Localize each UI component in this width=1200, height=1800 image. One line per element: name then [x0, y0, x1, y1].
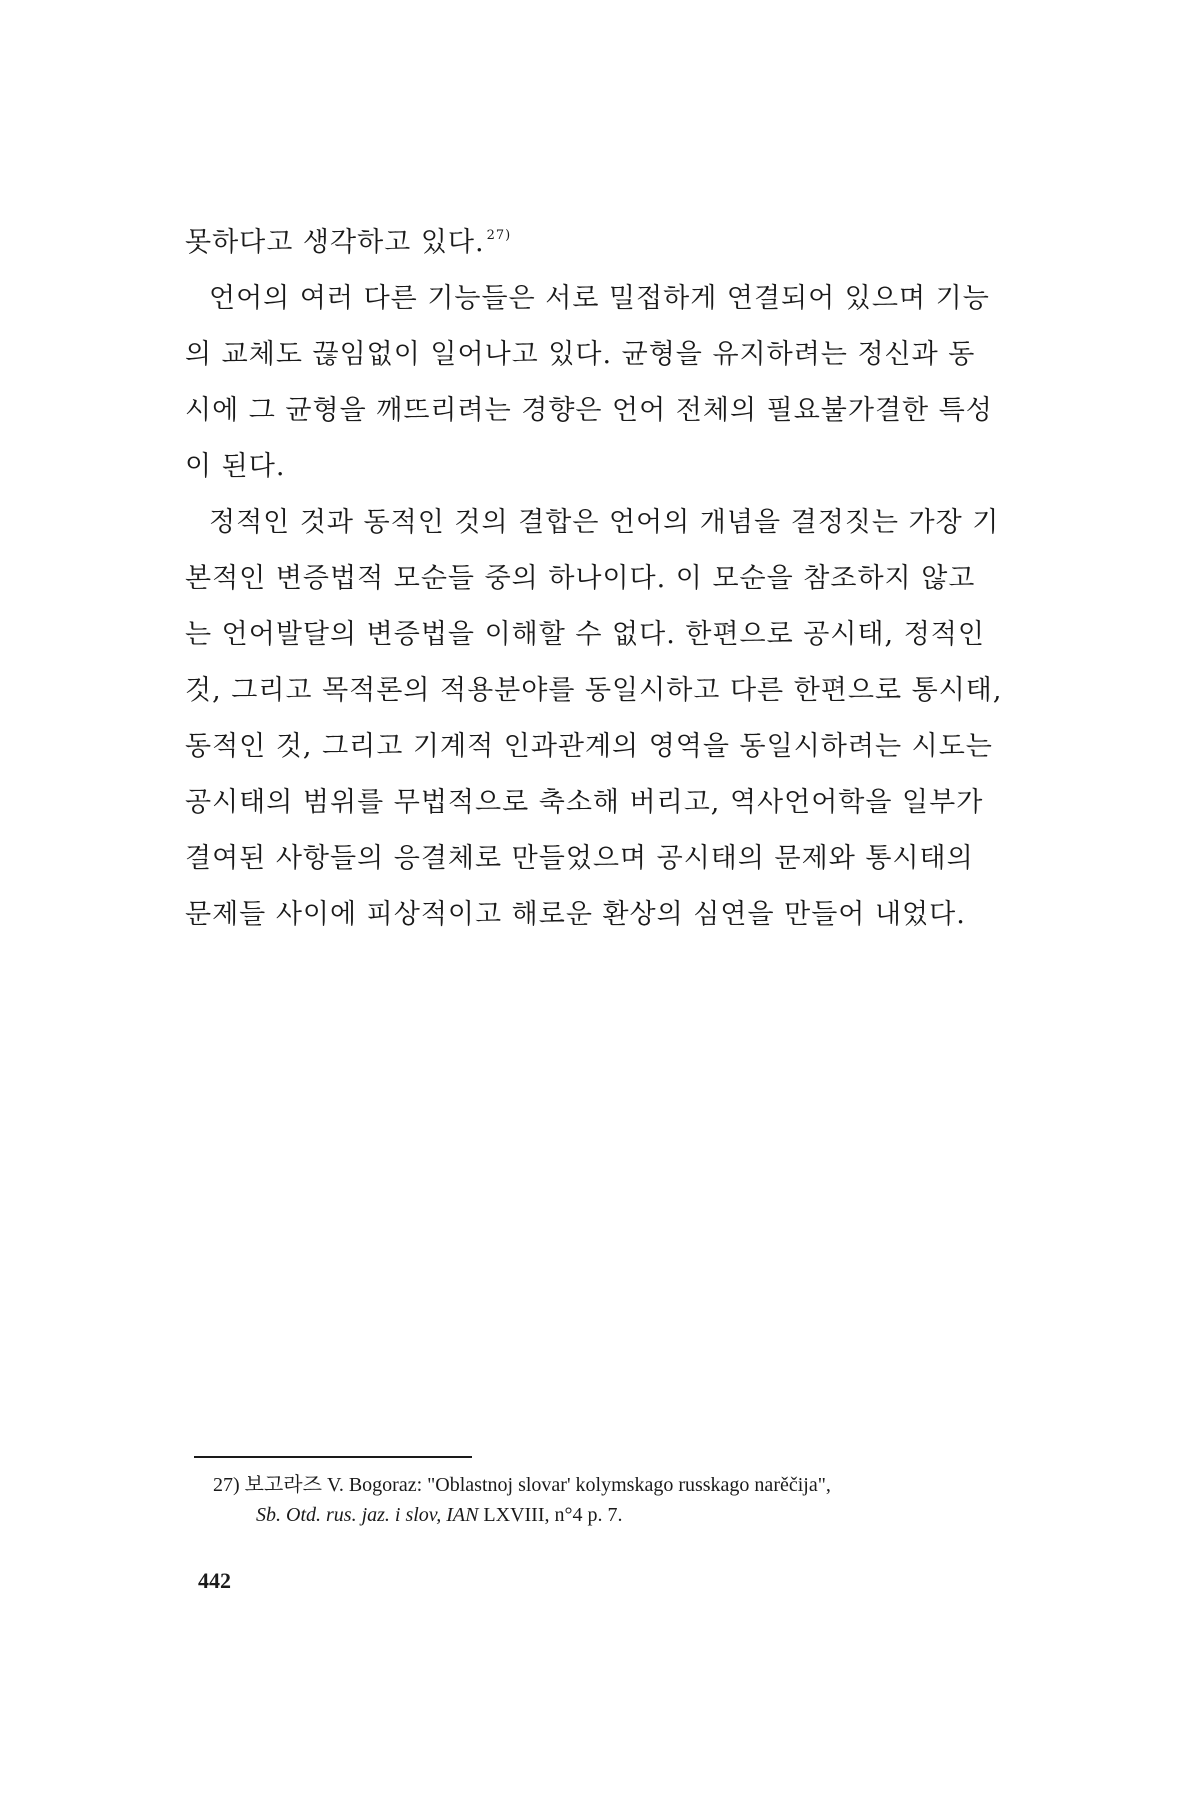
body-text: [185, 208, 1020, 943]
paragraph-line: 본적인 변증법적 모순들 중의 하나이다. 이 모순을 참조하지 않고: [185, 563, 976, 594]
footnote-source: Sb. Otd. rus. jaz. i slov, IAN: [256, 1504, 479, 1526]
paragraph-line: 시에 그 균형을 깨뜨리려는 경향은 언어 전체의 필요불가결한 특성: [185, 395, 993, 426]
footnote-author: V. Bogoraz:: [326, 1474, 423, 1496]
paragraph-line: 문제들 사이에 피상적이고 해로운 환상의 심연을 만들어 내었다.: [185, 899, 966, 930]
paragraph-line: 이 된다.: [185, 451, 286, 482]
footnote-author-korean: 보고라즈: [244, 1474, 322, 1496]
paragraph-line: 것, 그리고 목적론의 적용분야를 동일시하고 다른 한편으로 통시태,: [185, 675, 1003, 706]
paragraph-line: 정적인 것과 동적인 것의 결합은 언어의 개념을 결정짓는 가장 기: [209, 507, 1000, 538]
footnote-title: "Oblastnoj slovar' kolymskago russkago narěčija",: [427, 1474, 831, 1496]
paragraph-line: 는 언어발달의 변증법을 이해할 수 없다. 한편으로 공시태, 정적인: [185, 619, 985, 650]
footnote-volume: LXVIII, n°4 p. 7.: [483, 1504, 623, 1526]
footnote-reference[interactable]: 27): [486, 228, 512, 243]
paragraph-line: 동적인 것, 그리고 기계적 인과관계의 영역을 동일시하려는 시도는: [185, 731, 993, 762]
footnote-number: 27): [213, 1474, 240, 1496]
paragraph-line: 못하다고 생각하고 있다. $^{27)}$: [185, 227, 512, 258]
paragraph-line: 언어의 여러 다른 기능들은 서로 밀접하게 연결되어 있으며 기능: [209, 283, 990, 314]
paragraph-line: 공시태의 범위를 무법적으로 축소해 버리고, 역사언어학을 일부가: [185, 787, 984, 818]
footnote: [213, 1470, 1033, 1530]
page-number: 442: [198, 1568, 231, 1593]
footnote-divider: [194, 1456, 472, 1458]
paragraph-line: 의 교체도 끊임없이 일어나고 있다. 균형을 유지하려는 정신과 동: [185, 339, 976, 370]
footnote-line: [213, 1470, 1033, 1500]
paragraph-line: 결여된 사항들의 응결체로 만들었으며 공시태의 문제와 통시태의: [185, 843, 974, 874]
footnote-line: [213, 1500, 1033, 1530]
